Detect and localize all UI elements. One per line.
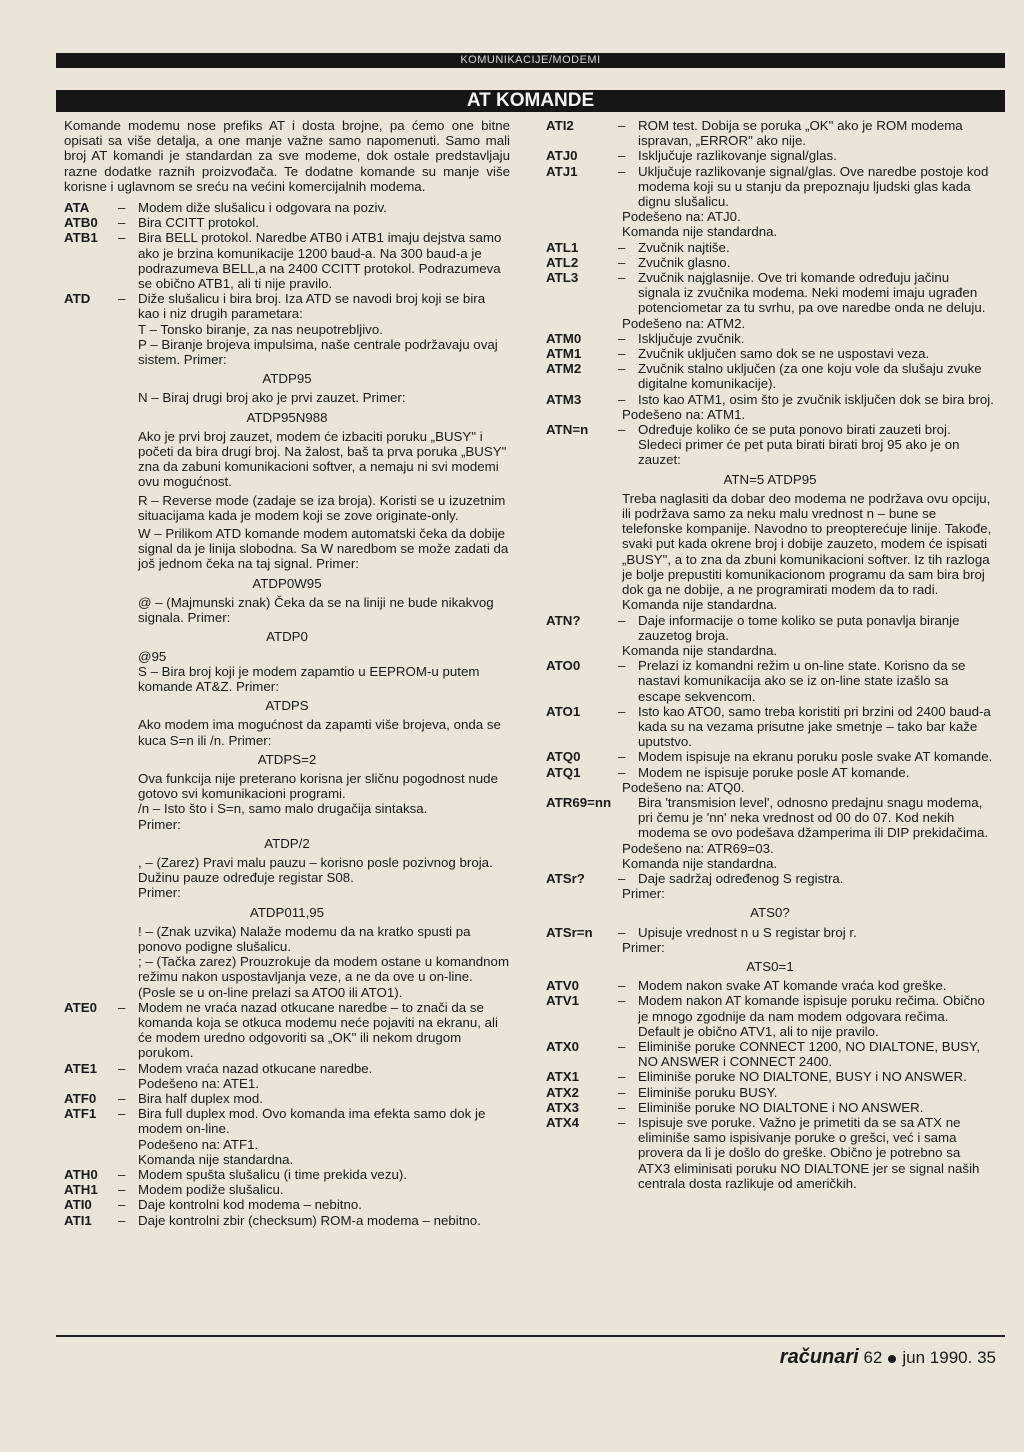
command-name: ATX2	[546, 1084, 580, 1100]
command-name: ATH0	[64, 1167, 98, 1182]
example-code: ATDP95N988	[246, 409, 328, 425]
command-desc: ROM test. Dobija se poruka „OK" ako je ROM modema ispravan, „ERROR" ako nije.	[638, 118, 963, 149]
command-name: ATJ1	[546, 163, 578, 179]
magazine-logo: računari	[779, 1346, 859, 1368]
intro-paragraph: Komande modemu nose prefiks AT i dosta brojne, pa ćemo one bitne opisati sa više detalja, a one manje važne samo napomenuti. Samo mali broj AT komandi je standardan za sve modeme, dok ostale predstavljaju razne dodatke raznih proizvođača. Te dodatne komande su manje više korisne i uglavnom se sreću na većini komercijalnih modema.	[64, 118, 510, 194]
command-desc: Modem podiže slušalicu.	[138, 1182, 284, 1198]
param-p: P – Biranje brojeva impulsima, naše centrale podržavaju ovaj sistem. Primer:	[138, 336, 498, 368]
command-name: ATO1	[546, 703, 581, 719]
param-slash: /n – Isto što i S=n, samo malo drugačija sintaksa.	[138, 801, 428, 817]
footer-rule	[56, 1335, 1005, 1337]
command-name: ATX3	[546, 1099, 580, 1115]
command-desc: Zvučnik najtiše.	[638, 239, 730, 255]
command-name: ATSr=n	[546, 924, 593, 940]
page-number: 35	[977, 1348, 996, 1367]
note-text: Podešeno na: ATR69=03.	[622, 840, 774, 856]
note-text: Ova funkcija nije preterano korisna jer sličnu pogodnost nude gotovo svi komunikacioni programi.	[138, 770, 498, 802]
command-desc: Modem diže slušalicu i odgovara na poziv.	[138, 200, 387, 216]
note-text: Primer:	[138, 885, 181, 901]
command-name: ATN?	[546, 612, 581, 628]
command-entry: ATM3 – Isto kao ATM1, osim što je zvučnik isključen dok se bira broj.	[546, 391, 994, 407]
command-entry: ATX3 – Eliminiše poruke NO DIALTONE i NO ANSWER.	[546, 1100, 994, 1115]
command-entry: ATM0 – Isključuje zvučnik.	[546, 331, 994, 346]
command-desc: Zvučnik uključen samo dok se ne uspostavi veza.	[638, 346, 930, 362]
command-name: ATQ0	[546, 749, 581, 765]
command-name: ATL1	[546, 239, 579, 255]
command-entry: ATV1 – Modem nakon AT komande ispisuje poruku rečima. Obično je mnogo zgodnije da nam modem odgovara rečima. Default je obično ATV1, ali to nije pravilo.	[546, 993, 994, 1039]
command-desc: Eliminiše poruke CONNECT 1200, NO DIALTONE, BUSY, NO ANSWER i CONNECT 2400.	[638, 1038, 980, 1070]
example-code: ATDPS=2	[257, 751, 317, 767]
command-name: ATX1	[546, 1069, 580, 1085]
note-text: Komanda nije standardna.	[622, 597, 778, 613]
command-desc: Diže slušalicu i bira broj. Iza ATD se navodi broj koji se bira kao i niz drugih parametara:	[138, 291, 486, 322]
command-entry: ATI1 – Daje kontrolni zbir (checksum) ROM-a modema – nebitno.	[64, 1213, 510, 1228]
command-entry: ATN=n – Određuje koliko će se puta ponovo birati zauzeti broj. Sledeci primer će pet puta birati birati broj 95 ako je on zauzet:	[546, 422, 994, 468]
command-desc: Modem ispisuje na ekranu poruku posle svake AT komande.	[638, 749, 993, 765]
note-text: Komanda nije standardna.	[622, 642, 778, 658]
example-code: ATDP011,95	[249, 904, 325, 920]
command-desc: Eliminiše poruke NO DIALTONE, BUSY i NO ANSWER.	[638, 1069, 967, 1085]
command-entry: ATI2 – ROM test. Dobija se poruka „OK" ako je ROM modema ispravan, „ERROR" ako nije.	[546, 118, 994, 148]
command-name: ATH1	[64, 1182, 98, 1198]
command-desc: Isključuje zvučnik.	[638, 330, 745, 346]
command-desc: Daje sadržaj određenog S registra.	[638, 870, 844, 886]
note-text: Komanda nije standardna.	[622, 224, 778, 240]
command-name: ATN=n	[546, 422, 589, 438]
command-desc: Modem spušta slušalicu (i time prekida vezu).	[138, 1167, 407, 1182]
command-desc: Modem nakon AT komande ispisuje poruku rečima. Obično je mnogo zgodnije da nam modem odgovara rečima. Default je obično ATV1, ali to nije pravilo.	[638, 993, 985, 1039]
command-entry: ATE0 – Modem ne vraća nazad otkucane naredbe – to znači da se komanda koja se otkuca modemu neće pojaviti na ekranu, ali će modem uredno odgovoriti sa „OK" ili nekom drugom porukom.	[64, 1000, 510, 1061]
command-name: ATA	[64, 200, 90, 216]
command-desc: Bira 'transmision level', odnosno predajnu snagu modema, pri čemu je 'nn' neka vrednost od 00 do 07. Kod nekih modema se ovo podešava džamperima ili DIP prekidačima.	[638, 794, 989, 841]
command-entry: ATD – Diže slušalicu i bira broj. Iza ATD se navodi broj koji se bira kao i niz drugih parametara:	[64, 291, 510, 321]
command-entry: ATV0 – Modem nakon svake AT komande vraća kod greške.	[546, 978, 994, 993]
command-name: ATF0	[64, 1090, 97, 1106]
param-s: S – Bira broj koji je modem zapamtio u EEPROM-u putem komande AT&Z. Primer:	[138, 663, 480, 694]
command-desc: Određuje koliko će se puta ponovo birati zauzeti broj. Sledeci primer će pet puta birati birati broj 95 ako je on zauzet:	[638, 422, 960, 468]
note-text: Treba naglasiti da dobar deo modema ne podržava ovu opciju, ili podržava samo za neku malu vrednost n – bune se telefonske kompanije. Navodno to preopterećuje linije. Takođe, svaki put kada okrene broj i dobije zauzeto, modem će ispisati „BUSY", a to zna da zbuni komunikacioni softver. Iz tih razloga je bolje prepustiti komunikacionom programu da sam bira broj dok ga ne dobije, a ne programirati modem da to radi.	[622, 490, 992, 598]
command-entry: ATJ0 – Isključuje razlikovanje signal/glas.	[546, 148, 994, 163]
note-text: Podešeno na: ATM2.	[622, 315, 746, 331]
command-name: ATL2	[546, 254, 579, 270]
command-name: ATI1	[64, 1212, 92, 1228]
command-entry: ATB1 – Bira BELL protokol. Naredbe ATB0 i ATB1 imaju dejstva samo ako je brzina komunikacije 1200 baud-a. Na 300 baud-a je podrazumeva BELL,a na 2400 CCITT protokol. Podrazumeva se obično ATB1, ali ti nije pravilo.	[64, 230, 510, 291]
param-w: W – Prilikom ATD komande modem automatski čeka da dobije signal da je linija slobodna. Sa W naredbom se može zadati da još jednom čeka na taj signal. Primer:	[138, 526, 509, 572]
note-text: Komanda nije standardna.	[138, 1151, 294, 1167]
command-name: ATJ0	[546, 148, 578, 164]
command-desc: Upisuje vrednost n u S registar broj r.	[638, 924, 857, 940]
page-title: AT KOMANDE	[56, 90, 1005, 112]
command-desc: Bira half duplex mod.	[138, 1090, 263, 1106]
command-name: ATX4	[546, 1115, 580, 1130]
command-name: ATF1	[64, 1106, 97, 1122]
page-footer	[780, 1346, 996, 1369]
busy-note: Ako je prvi broj zauzet, modem će izbaciti poruku „BUSY" i početi da bira drugi broj. Na žalost, baš ta prva poruka „BUSY" zna da zabuni komunikacioni softver, a nemaju ni svi modemi ovu mogućnost.	[138, 428, 507, 490]
command-entry: ATN? – Daje informacije o tome koliko se puta ponavlja biranje zauzetog broja.	[546, 613, 994, 643]
command-desc: Eliminiše poruku BUSY.	[638, 1084, 778, 1100]
example-code: ATDP0W95	[252, 575, 322, 591]
command-desc: Daje kontrolni zbir (checksum) ROM-a modema – nebitno.	[138, 1212, 481, 1228]
command-desc: Eliminiše poruke NO DIALTONE i NO ANSWER.	[638, 1099, 924, 1115]
command-entry: ATO0 – Prelazi iz komandni režim u on-line state. Korisno da se nastavi komunikacija ako se iz on-line state izašlo sa escape sekvencom.	[546, 658, 994, 704]
command-desc: Isto kao ATM1, osim što je zvučnik isključen dok se bira broj.	[638, 391, 994, 407]
note-text: Podešeno na: ATF1.	[138, 1136, 259, 1152]
command-desc: Zvučnik najglasnije. Ove tri komande određuju jačinu signala iz zvučnika modema. Neki modemi imaju ugrađen potenciometar za tu svrhu, pa ove naredbe onda ne deluju.	[638, 270, 986, 316]
param-semicolon: ; – (Tačka zarez) Prouzrokuje da modem ostane u komandnom režimu nakon uspostavljanja veze, a ne da ove u on-line.(Posle se u on-line prelazi sa ATO0 ili ATO1).	[138, 954, 510, 1000]
command-desc: Bira BELL protokol. Naredbe ATB0 i ATB1 imaju dejstva samo ako je brzina komunikacije 1200 baud-a. Na 300 baud-a je podrazumeva BELL,a na 2400 CCITT protokol. Podrazumeva se obično ATB1, ali ti nije pravilo.	[138, 230, 502, 292]
command-desc: Modem vraća nazad otkucane naredbe.	[138, 1060, 373, 1076]
command-entry: ATX1 – Eliminiše poruke NO DIALTONE, BUSY i NO ANSWER.	[546, 1069, 994, 1084]
command-name: ATV1	[546, 993, 580, 1009]
command-name: ATX0	[546, 1038, 580, 1054]
command-entry: ATSr=n – Upisuje vrednost n u S registar broj r.	[546, 925, 994, 940]
note-text: Primer:	[622, 886, 665, 902]
example-code: ATDPS	[265, 698, 309, 714]
command-desc: Isto kao ATO0, samo treba koristiti pri brzini od 2400 baud-a kada su na vezama prisutne jake smetnje – tako bar kaže uputstvo.	[638, 703, 991, 750]
command-entry: ATX0 – Eliminiše poruke CONNECT 1200, NO DIALTONE, BUSY, NO ANSWER i CONNECT 2400.	[546, 1039, 994, 1069]
command-entry: ATSr? – Daje sadržaj određenog S registra.	[546, 871, 994, 886]
command-entry: ATI0 – Daje kontrolni kod modema – nebitno.	[64, 1197, 510, 1212]
command-name: ATM1	[546, 346, 582, 362]
note-text: Primer:	[622, 939, 665, 955]
command-entry: ATL2 – Zvučnik glasno.	[546, 255, 994, 270]
param-r: R – Reverse mode (zadaje se iza broja). Koristi se u izuzetnim situacijama kada je modem koji se zove originate-only.	[138, 492, 506, 523]
command-entry: ATM2 – Zvučnik stalno uključen (za one koju vole da slušaju zvuke digitalne komunikacije).	[546, 361, 994, 391]
command-name: ATB1	[64, 230, 98, 246]
command-entry: ATJ1 – Uključuje razlikovanje signal/glas. Ove naredbe postoje kod modema koji su u stanju da prepoznaju ljudski glas kada dignu slušalicu.	[546, 164, 994, 210]
command-entry: ATL1 – Zvučnik najtiše.	[546, 240, 994, 255]
right-column	[546, 118, 994, 1191]
command-desc: Ispisuje sve poruke. Važno je primetiti da se sa ATX ne eliminiše samo ispisivanje poruke o grešci, već i sama provera da li je došlo do greške. Obično je potrebno sa ATX3 eliminisati poruku NO DIALTONE jer se signal naših centrala dosta razlikuje od američkih.	[638, 1115, 980, 1191]
command-entry: ATO1 – Isto kao ATO0, samo treba koristiti pri brzini od 2400 baud-a kada su na vezama prisutne jake smetnje – tako bar kaže uputstvo.	[546, 704, 994, 750]
note-text: Podešeno na: ATQ0.	[622, 779, 745, 795]
command-desc: Daje informacije o tome koliko se puta ponavlja biranje zauzetog broja.	[638, 612, 960, 643]
param-at: @ – (Majmunski znak) Čeka da se na liniji ne bude nikakvog signala. Primer:	[138, 594, 494, 626]
command-entry: ATH1 – Modem podiže slušalicu.	[64, 1182, 510, 1197]
command-entry: ATA – Modem diže slušalicu i odgovara na poziv.	[64, 200, 510, 215]
note-text: Podešeno na: ATJ0.	[622, 209, 741, 225]
param-t: T – Tonsko biranje, za nas neupotrebljivo.	[138, 321, 383, 337]
command-entry: ATF0 – Bira half duplex mod.	[64, 1091, 510, 1106]
command-desc: Modem ne ispisuje poruke posle AT komande.	[638, 764, 910, 780]
command-desc: Isključuje razlikovanje signal/glas.	[638, 148, 837, 164]
command-desc: Prelazi iz komandni režim u on-line state. Korisno da se nastavi komunikacija ako se iz on-line state izašlo sa escape sekvencom.	[638, 658, 966, 704]
command-name: ATO0	[546, 658, 581, 674]
command-entry: ATL3 – Zvučnik najglasnije. Ove tri komande određuju jačinu signala iz zvučnika modema. Neki modemi imaju ugrađen potenciometar za tu svrhu, pa ove naredbe onda ne deluju.	[546, 270, 994, 316]
command-entry: ATQ1 – Modem ne ispisuje poruke posle AT komande.	[546, 765, 994, 780]
command-desc: Daje kontrolni kod modema – nebitno.	[138, 1197, 362, 1213]
command-name: ATL3	[546, 270, 579, 286]
command-name: ATV0	[546, 978, 580, 994]
command-entry: ATQ0 – Modem ispisuje na ekranu poruku posle svake AT komande.	[546, 749, 993, 765]
command-entry: ATX4 – Ispisuje sve poruke. Važno je primetiti da se sa ATX ne eliminiše samo ispisivanje poruke o grešci, već i sama provera da li je došlo do greške. Obično je potrebno sa ATX3 eliminisati poruku NO DIALTONE jer se signal naših centrala dosta razlikuje od američkih.	[546, 1115, 994, 1191]
command-desc: Zvučnik glasno.	[638, 254, 731, 270]
command-name: ATM0	[546, 330, 582, 346]
command-entry: ATH0 – Modem spušta slušalicu (i time prekida vezu).	[64, 1167, 510, 1182]
note-text: Komanda nije standardna.	[622, 855, 778, 871]
command-name: ATM2	[546, 361, 582, 377]
param-n: N – Biraj drugi broj ako je prvi zauzet. Primer:	[138, 390, 406, 406]
command-desc: Bira full duplex mod. Ovo komanda ima efekta samo dok je modem on-line.	[138, 1106, 486, 1137]
example-code: @95	[138, 648, 167, 664]
command-name: ATD	[64, 291, 91, 307]
example-code: ATDP/2	[264, 835, 310, 851]
note-text: Podešeno na: ATE1.	[138, 1075, 259, 1091]
command-entry: ATB0 – Bira CCITT protokol.	[64, 215, 510, 230]
command-entry: ATM1 – Zvučnik uključen samo dok se ne uspostavi veza.	[546, 346, 994, 361]
command-desc: Zvučnik stalno uključen (za one koju vole da slušaju zvuke digitalne komunikacije).	[638, 361, 982, 392]
command-name: ATE1	[64, 1060, 98, 1076]
command-name: ATB0	[64, 215, 98, 231]
command-name: ATSr?	[546, 870, 585, 886]
command-desc: Modem ne vraća nazad otkucane naredbe – to znači da se komanda koja se otkuca modemu neće pojaviti na ekranu, ali će modem uredno odgovoriti sa „OK" ili nekom drugom porukom.	[138, 999, 498, 1061]
command-entry: ATF1 – Bira full duplex mod. Ovo komanda ima efekta samo dok je modem on-line.	[64, 1106, 510, 1136]
param-s-n: Ako modem ima mogućnost da zapamti više brojeva, onda se kuca S=n ili /n. Primer:	[138, 717, 501, 748]
command-entry: ATX2 – Eliminiše poruku BUSY.	[546, 1085, 994, 1100]
command-desc: Modem nakon svake AT komande vraća kod greške.	[638, 978, 947, 994]
command-name: ATR69=nn	[546, 794, 612, 810]
note-text: Podešeno na: ATM1.	[622, 406, 746, 422]
command-entry	[546, 795, 994, 841]
command-desc: Uključuje razlikovanje signal/glas. Ove naredbe postoje kod modema koji su u stanju da prepoznaju ljudski glas kada dignu slušalicu.	[638, 163, 989, 210]
issue-number: 62	[863, 1348, 883, 1367]
example-code: ATS0=1	[746, 958, 794, 974]
command-name: ATI2	[546, 118, 574, 133]
example-code: ATS0?	[750, 905, 790, 921]
issue-date: jun 1990.	[902, 1348, 973, 1367]
command-name: ATE0	[64, 999, 98, 1015]
command-name: ATM3	[546, 391, 582, 407]
command-entry: ATE1 – Modem vraća nazad otkucane naredbe.	[64, 1061, 510, 1076]
command-name: ATQ1	[546, 764, 581, 780]
example-code: ATN=5 ATDP95	[723, 471, 817, 487]
param-bang: ! – (Znak uzvika) Nalaže modemu da na kratko spusti pa ponovo podigne slušalicu.	[138, 923, 471, 954]
note-text: Primer:	[138, 816, 181, 832]
example-code: ATDP95	[262, 371, 312, 387]
left-column	[64, 118, 510, 1228]
command-name: ATI0	[64, 1197, 92, 1213]
section-header: KOMUNIKACIJE/MODEMI	[56, 53, 1005, 68]
example-code: ATDP0	[266, 629, 308, 645]
command-desc: Bira CCITT protokol.	[138, 215, 259, 231]
bullet-icon	[888, 1355, 896, 1363]
param-comma: , – (Zarez) Pravi malu pauzu – korisno posle pozivnog broja. Dužinu pauze određuje registar S08.	[138, 854, 493, 886]
